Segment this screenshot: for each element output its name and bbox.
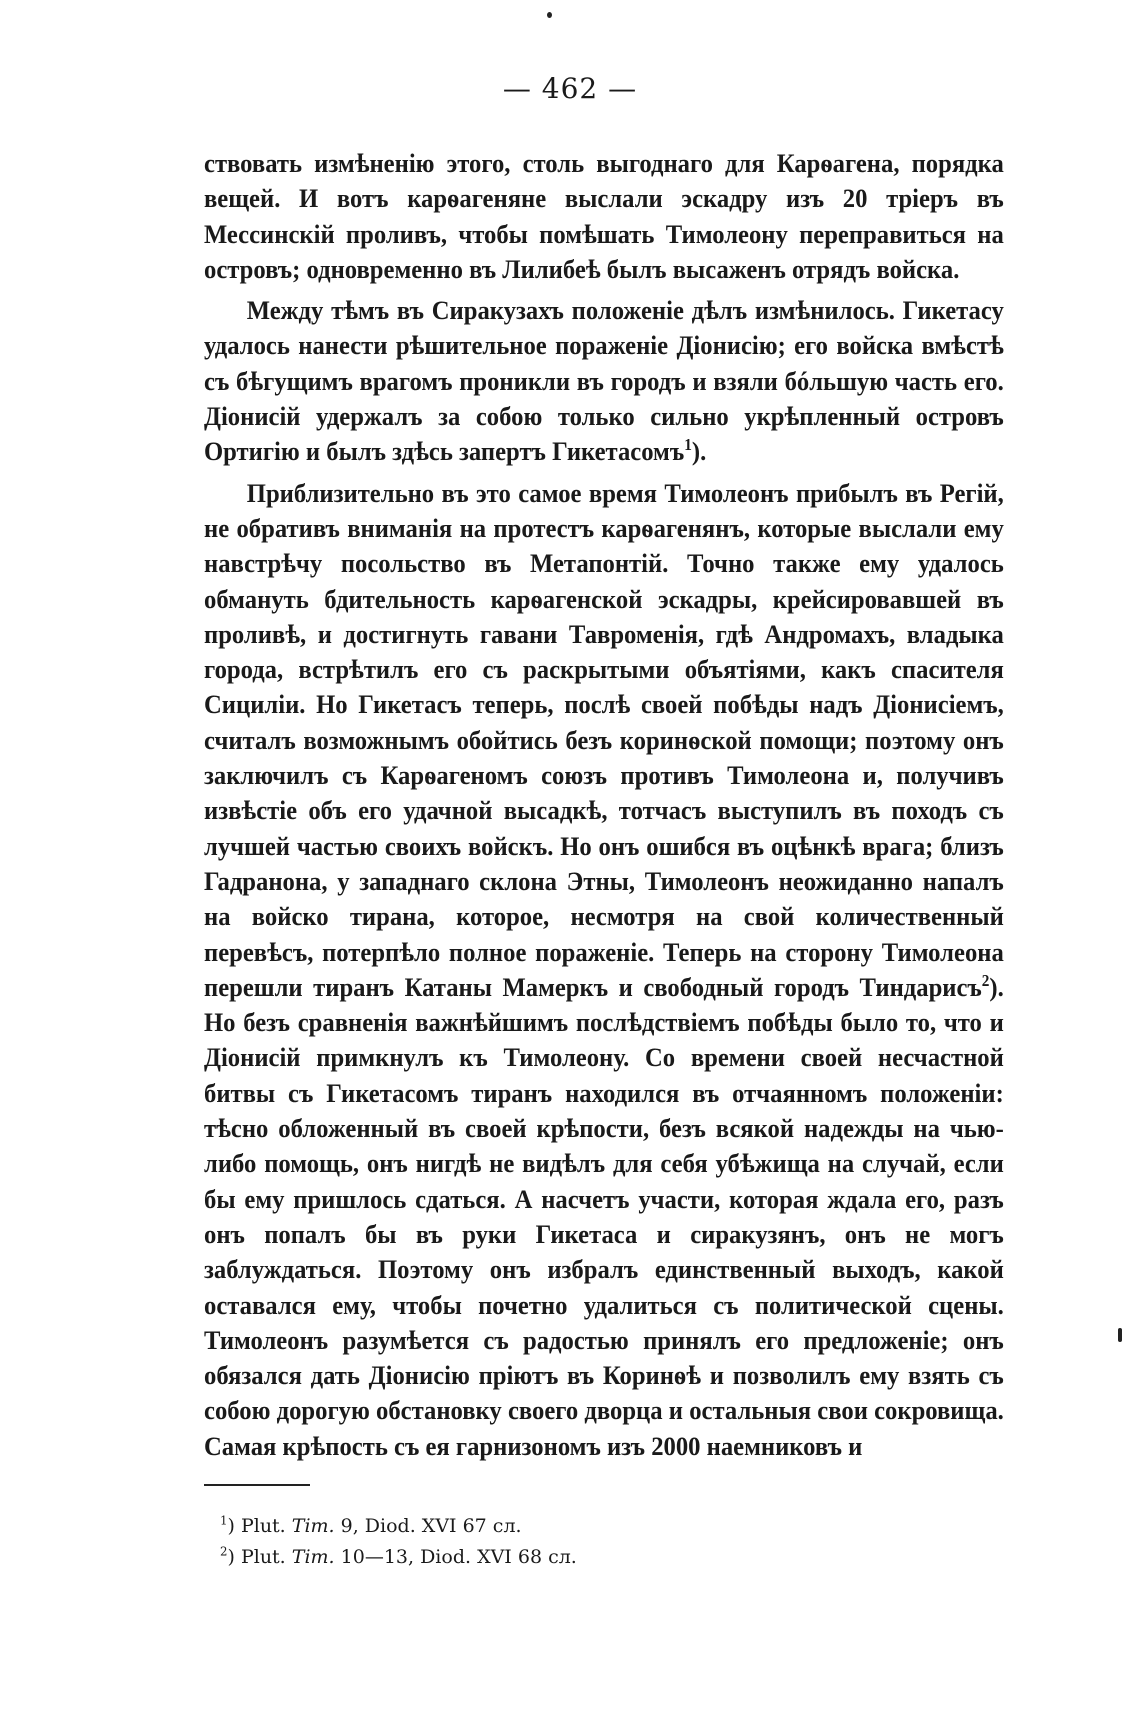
footnote-mark: 1 bbox=[220, 1513, 228, 1528]
footnote-mark: 2 bbox=[220, 1544, 228, 1559]
paragraph-text: Между тѣмъ въ Сиракузахъ положеніе дѣлъ измѣнилось. Гикетасу удалось нанести рѣшительное пораженіе Діонисію; его войска вмѣстѣ съ бѣгущимъ врагомъ проникли въ городъ и взяли бóльшую часть его. Діонисій удержалъ за собою только сильно укрѣпленный островъ Ортигію и былъ здѣсь запертъ Гикетасомъ bbox=[204, 295, 1004, 467]
paragraph-tail: ). Но безъ сравненія важнѣйшимъ послѣдствіемъ побѣды было то, что и Діонисій примкнулъ къ Тимолеону. Со времени своей несчастной битвы съ Гикетасомъ тиранъ находился въ отчаянномъ положеніи: тѣсно обложенный въ своей крѣпости, безъ всякой надежды на чью-либо помощь, онъ нигдѣ не видѣлъ для себя убѣжища на случай, если бы ему пришлось сдаться. А насчетъ участи, которая ждала его, разъ онъ попалъ бы въ руки Гикетаса и сиракузянъ, онъ не могъ заблуждаться. Поэтому онъ избралъ единственный выходъ, какой оставался ему, чтобы почетно удалиться съ политической сцены. Тимолеонъ разумѣется съ радостью принялъ его предложеніе; онъ обязался дать Діонисію пріютъ въ Коринѳѣ и позволилъ ему взять съ собою дорогую обстановку своего дворца и остальныя свои сокровища. Самая крѣпость съ ея гарнизономъ изъ 2000 наемниковъ и bbox=[204, 971, 1004, 1461]
paragraph bbox=[204, 476, 1004, 1464]
main-text bbox=[204, 146, 1004, 1470]
footnote-divider bbox=[204, 1484, 310, 1486]
footnote-work: Tim. bbox=[291, 1515, 335, 1537]
footnote-ref[interactable]: 1 bbox=[684, 435, 692, 455]
paragraph bbox=[204, 146, 1004, 287]
page-number: — 462 — bbox=[502, 72, 638, 105]
paragraph-tail: ). bbox=[691, 436, 707, 467]
footnote-author: Plut. bbox=[240, 1546, 286, 1568]
footnote-work: Tim. bbox=[291, 1546, 335, 1568]
paragraph-text: ствовать измѣненію этого, столь выгоднаго для Карѳагена, порядка вещей. И вотъ карѳагеняне выслали эскадру изъ 20 тріеръ въ Мессинскій проливъ, чтобы помѣшать Тимолеону переправиться на островъ; одновременно въ Лилибеѣ былъ высаженъ отрядъ войска. bbox=[204, 148, 1004, 284]
footnote-ref: 10—13, Diod. XVI 68 сл. bbox=[340, 1546, 577, 1568]
print-speck bbox=[1118, 1328, 1122, 1342]
footnote-ref[interactable]: 2 bbox=[981, 971, 990, 990]
footnote: $^2$) Plut. Tim. 10—13, Diod. XVI 68 сл. bbox=[220, 1544, 577, 1568]
paragraph bbox=[204, 293, 1004, 469]
footnote-ref: 9, Diod. XVI 67 сл. bbox=[340, 1515, 522, 1537]
footnote: $^1$) Plut. Tim. 9, Diod. XVI 67 сл. bbox=[220, 1513, 522, 1537]
paragraph-text: Приблизительно въ это самое время Тимолеонъ прибылъ въ Регій, не обративъ вниманія на протестъ карѳагенянъ, которые выслали ему навстрѣчу посольство въ Метапонтій. Точно также ему удалось обмануть бдительность карѳагенской эскадры, крейсировавшей въ проливѣ, и достигнуть гавани Тавроменія, гдѣ Андромахъ, владыка города, встрѣтилъ его съ раскрытыми объятіями, какъ спасителя Сициліи. Но Гикетасъ теперь, послѣ своей побѣды надъ Діонисіемъ, считалъ возможнымъ обойтись безъ коринѳской помощи; поэтому онъ заключилъ съ Карѳагеномъ союзъ противъ Тимолеона и, получивъ извѣстіе объ его удачной высадкѣ, тотчасъ выступилъ въ походъ съ лучшей частью своихъ войскъ. Но онъ ошибся въ оцѣнкѣ врага; близъ Гадранона, у западнаго склона Этны, Тимолеонъ неожиданно напалъ на войско тирана, которое, несмотря на свой количественный перевѣсъ, потерпѣло полное пораженіе. Теперь на сторону Тимолеона перешли тиранъ Катаны Мамеркъ и свободный городъ Тиндарисъ bbox=[204, 477, 1004, 1002]
footnotes bbox=[220, 1511, 577, 1573]
footnote-author: Plut. bbox=[240, 1515, 286, 1537]
print-speck bbox=[547, 12, 552, 18]
